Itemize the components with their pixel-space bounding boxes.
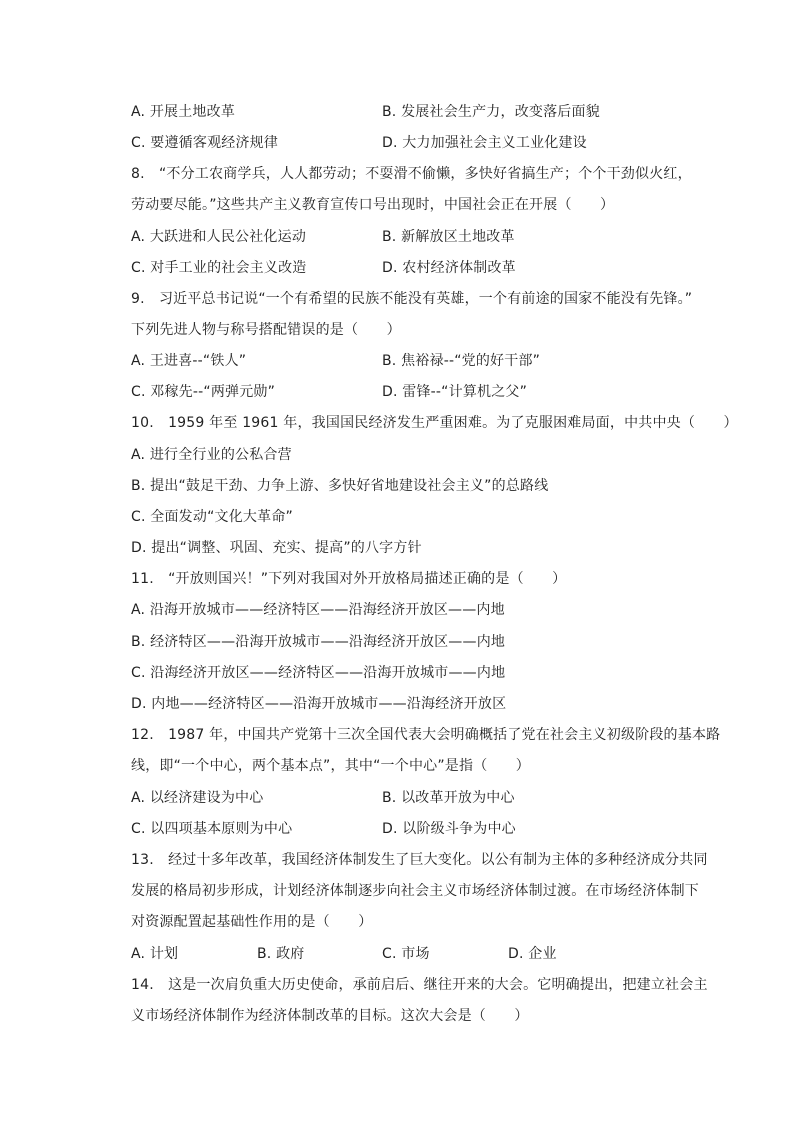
q10-option-d[interactable]: D. 提出“调整、巩固、充实、提高”的八字方针 (131, 540, 422, 556)
q9-stem-line1: 9. 习近平总书记说“一个有希望的民族不能没有英雄，一个有前途的国家不能没有先锋。” (131, 291, 693, 307)
q11-stem-line1: 11. “开放则国兴！”下列对我国对外开放格局描述正确的是（ ） (131, 571, 567, 587)
q13-option-b[interactable]: B. 政府 (257, 946, 305, 962)
q12-option-a[interactable]: A. 以经济建设为中心 (131, 790, 264, 806)
q11-option-c[interactable]: C. 沿海经济开放区——经济特区——沿海开放城市——内地 (131, 665, 506, 681)
q13-stem-line2: 发展的格局初步形成，计划经济体制逐步向社会主义市场经济体制过渡。在市场经济体制下 (131, 883, 699, 899)
q13-stem-line1: 13. 经过十多年改革，我国经济体制发生了巨大变化。以公有制为主体的多种经济成分共同 (131, 852, 708, 868)
q7-option-a[interactable]: A. 开展土地改革 (131, 104, 236, 120)
q11-option-d[interactable]: D. 内地——经济特区——沿海开放城市——沿海经济开放区 (131, 696, 507, 712)
q10-option-b[interactable]: B. 提出“鼓足干劲、力争上游、多快好省地建设社会主义”的总路线 (131, 478, 549, 494)
q12-option-b[interactable]: B. 以改革开放为中心 (382, 790, 515, 806)
q9-option-c[interactable]: C. 邓稼先--“两弹元勋” (131, 384, 276, 400)
q8-option-a[interactable]: A. 大跃进和人民公社化运动 (131, 229, 307, 245)
q10-stem-line1: 10. 1959 年至 1961 年，我国国民经济发生严重困难。为了克服困难局面，中共中央（ ） (131, 415, 738, 431)
q7-option-d[interactable]: D. 大力加强社会主义工业化建设 (382, 135, 587, 151)
q13-option-d[interactable]: D. 企业 (508, 946, 557, 962)
q13-option-a[interactable]: A. 计划 (131, 946, 179, 962)
q13-stem-line3: 对资源配置起基础性作用的是（ ） (131, 914, 373, 930)
q8-option-b[interactable]: B. 新解放区土地改革 (382, 229, 515, 245)
q14-stem-line2: 义市场经济体制作为经济体制改革的目标。这次大会是（ ） (131, 1008, 529, 1024)
q9-option-d[interactable]: D. 雷锋--“计算机之父” (382, 384, 528, 400)
q11-option-b[interactable]: B. 经济特区——沿海开放城市——沿海经济开放区——内地 (131, 634, 506, 650)
q9-option-a[interactable]: A. 王进喜--“铁人” (131, 353, 247, 369)
q12-stem-line2: 线，即“一个中心，两个基本点”，其中“一个中心”是指（ ） (131, 758, 531, 774)
q10-option-a[interactable]: A. 进行全行业的公私合营 (131, 447, 292, 463)
q13-option-c[interactable]: C. 市场 (382, 946, 430, 962)
q7-option-b[interactable]: B. 发展社会生产力，改变落后面貌 (382, 104, 600, 120)
q12-option-d[interactable]: D. 以阶级斗争为中心 (382, 821, 516, 837)
q9-stem-line2: 下列先进人物与称号搭配错误的是（ ） (131, 322, 401, 338)
q9-option-b[interactable]: B. 焦裕禄--“党的好干部” (382, 353, 541, 369)
q10-option-c[interactable]: C. 全面发动“文化大革命” (131, 509, 293, 525)
q8-stem-line2: 劳动要尽能。”这些共产主义教育宣传口号出现时，中国社会正在开展（ ） (131, 197, 615, 213)
q12-stem-line1: 12. 1987 年，中国共产党第十三次全国代表大会明确概括了党在社会主义初级阶段的基本路 (131, 727, 721, 743)
q8-option-d[interactable]: D. 农村经济体制改革 (382, 260, 516, 276)
q12-option-c[interactable]: C. 以四项基本原则为中心 (131, 821, 293, 837)
q11-option-a[interactable]: A. 沿海开放城市——经济特区——沿海经济开放区——内地 (131, 602, 505, 618)
q8-option-c[interactable]: C. 对手工业的社会主义改造 (131, 260, 307, 276)
q14-stem-line1: 14. 这是一次肩负重大历史使命，承前启后、继往开来的大会。它明确提出，把建立社会主 (131, 977, 708, 993)
q8-stem-line1: 8. “不分工农商学兵，人人都劳动；不耍滑不偷懒，多快好省搞生产；个个干劲似火红， (131, 166, 692, 182)
q7-option-c[interactable]: C. 要遵循客观经济规律 (131, 135, 279, 151)
